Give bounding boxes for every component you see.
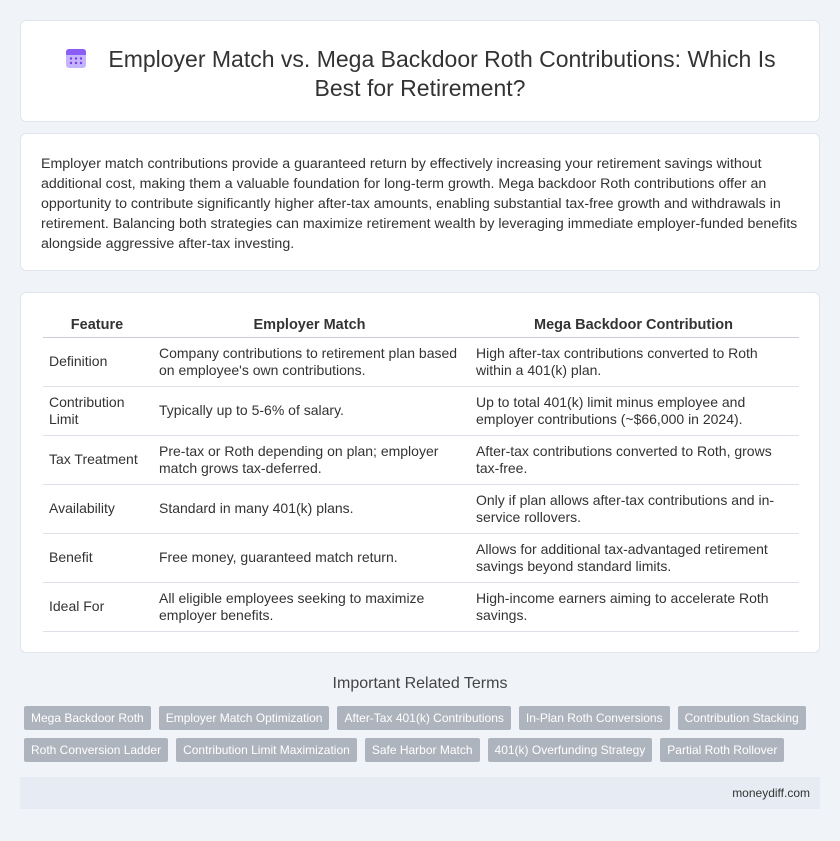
employer-match-cell: Standard in many 401(k) plans. xyxy=(151,485,468,534)
table-row xyxy=(43,485,799,534)
page-title xyxy=(21,45,819,103)
related-terms-tags xyxy=(24,706,824,770)
related-terms-title: Important Related Terms xyxy=(332,675,508,692)
table-row xyxy=(43,387,799,436)
header-card xyxy=(20,20,820,122)
feature-cell: Ideal For xyxy=(43,583,151,632)
mega-backdoor-cell: After-tax contributions converted to Roth, grows tax-free. xyxy=(468,436,799,485)
intro-paragraph: Employer match contributions provide a guaranteed return by effectively increasing your retirement savings without additional cost, making them a valuable foundation for long-term growth. Mega backdoor Roth contributions offer an opportunity to contribute significantly higher after-tax amounts, enabling substantial tax-free growth and withdrawals in retirement. Balancing both strategies can maximize retirement wealth by leveraging immediate employer-funded benefits alongside aggressive after-tax investing. xyxy=(41,156,798,252)
feature-cell: Tax Treatment xyxy=(43,436,151,485)
employer-match-cell: Free money, guaranteed match return. xyxy=(151,534,468,583)
employer-match-cell: Company contributions to retirement plan based on employee's own contributions. xyxy=(151,338,468,387)
tag-row xyxy=(24,738,824,762)
feature-cell: Definition xyxy=(43,338,151,387)
employer-match-cell: Typically up to 5-6% of salary. xyxy=(151,387,468,436)
table-header-row xyxy=(43,311,799,338)
column-header-feature: Feature xyxy=(43,311,151,338)
tag-partial-roth-rollover[interactable]: Partial Roth Rollover xyxy=(660,738,784,762)
tag-in-plan-roth-conversions[interactable]: In-Plan Roth Conversions xyxy=(519,706,670,730)
tag-contribution-limit-maximization[interactable]: Contribution Limit Maximization xyxy=(176,738,357,762)
tag-safe-harbor-match[interactable]: Safe Harbor Match xyxy=(365,738,480,762)
employer-match-cell: Pre-tax or Roth depending on plan; employer match grows tax-deferred. xyxy=(151,436,468,485)
column-header-employer-match: Employer Match xyxy=(151,311,468,338)
mega-backdoor-cell: Allows for additional tax-advantaged retirement savings beyond standard limits. xyxy=(468,534,799,583)
mega-backdoor-cell: Up to total 401(k) limit minus employee and employer contributions (~$66,000 in 2024). xyxy=(468,387,799,436)
tag-contribution-stacking[interactable]: Contribution Stacking xyxy=(678,706,806,730)
tag-row xyxy=(24,706,824,730)
footer xyxy=(20,777,820,809)
column-header-mega-backdoor: Mega Backdoor Contribution xyxy=(468,311,799,338)
feature-cell: Benefit xyxy=(43,534,151,583)
footer-site-link[interactable]: moneydiff.com xyxy=(732,786,810,800)
employer-match-cell: All eligible employees seeking to maximize employer benefits. xyxy=(151,583,468,632)
calendar-icon xyxy=(64,46,88,70)
mega-backdoor-cell: Only if plan allows after-tax contributions and in-service rollovers. xyxy=(468,485,799,534)
table-row xyxy=(43,338,799,387)
mega-backdoor-cell: High-income earners aiming to accelerate Roth savings. xyxy=(468,583,799,632)
comparison-table xyxy=(43,311,799,632)
feature-cell: Contribution Limit xyxy=(43,387,151,436)
tag-after-tax-401k-contributions[interactable]: After-Tax 401(k) Contributions xyxy=(337,706,510,730)
table-row xyxy=(43,534,799,583)
tag-employer-match-optimization[interactable]: Employer Match Optimization xyxy=(159,706,330,730)
tag-roth-conversion-ladder[interactable]: Roth Conversion Ladder xyxy=(24,738,168,762)
feature-cell: Availability xyxy=(43,485,151,534)
table-row xyxy=(43,583,799,632)
page-title-text: Employer Match vs. Mega Backdoor Roth Contributions: Which Is Best for Retirement? xyxy=(108,46,776,101)
table-row xyxy=(43,436,799,485)
tag-401k-overfunding-strategy[interactable]: 401(k) Overfunding Strategy xyxy=(488,738,653,762)
tag-mega-backdoor-roth[interactable]: Mega Backdoor Roth xyxy=(24,706,151,730)
intro-card xyxy=(20,133,820,271)
mega-backdoor-cell: High after-tax contributions converted to Roth within a 401(k) plan. xyxy=(468,338,799,387)
comparison-card xyxy=(20,292,820,653)
